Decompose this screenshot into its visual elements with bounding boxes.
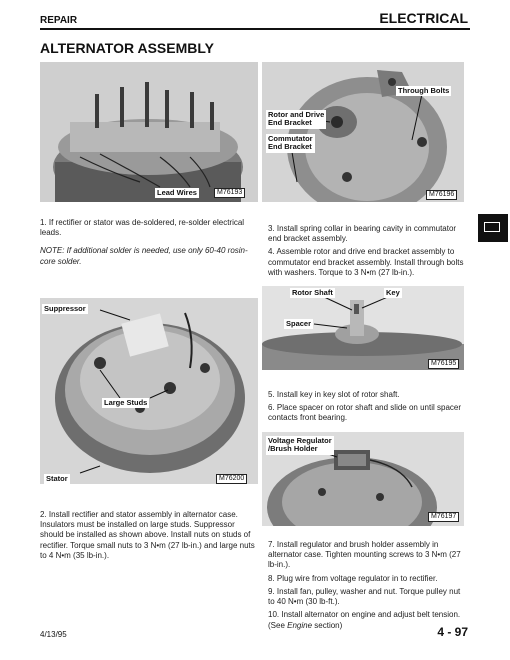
- label-spacer: Spacer: [286, 319, 312, 328]
- step-9: 9. Install fan, pulley, washer and nut. Torque pulley nut to 40 N•m (30 lb-ft.).: [268, 586, 461, 607]
- label-large-studs: Large Studs: [104, 398, 148, 407]
- photo-lead-wires-image: [40, 62, 258, 202]
- header-section: REPAIR: [40, 15, 78, 26]
- photo-rectifier-stator: [40, 298, 258, 484]
- figure-code: M76195: [428, 359, 459, 369]
- text-column-right-middle: [268, 390, 468, 427]
- label-rotor-drive-end-bracket: Rotor and Drive End Bracket: [268, 110, 325, 128]
- photo-voltage-regulator: [262, 432, 464, 526]
- step-1: 1. If rectifier or stator was de-soldered, re-solder electrical leads.: [40, 218, 245, 238]
- step-8: 8. Plug wire from voltage regulator in to rectifier.: [268, 573, 438, 583]
- photo-rectifier-stator-image: [40, 298, 258, 484]
- text-column-left-top: [40, 218, 258, 270]
- text-column-right-top: [268, 224, 468, 281]
- photo-rotor-shaft: [262, 286, 464, 370]
- photo-lead-wires: [40, 62, 258, 202]
- figure-code: M76200: [216, 474, 247, 484]
- label-lead-wires: Lead Wires: [157, 188, 197, 197]
- label-rotor-shaft: Rotor Shaft: [292, 288, 333, 297]
- label-key: Key: [386, 288, 400, 297]
- section-tab: [478, 214, 508, 242]
- figure-code: M76196: [426, 190, 457, 200]
- figure-code: M76193: [214, 188, 245, 198]
- footer-page-number: 4 - 97: [437, 625, 468, 639]
- photo-through-bolts-image: [262, 62, 464, 202]
- step-7: 7. Install regulator and brush holder assembly in alternator case. Tighten mounting screws to 3 N•m (27 lb-in.).: [268, 540, 461, 570]
- step-2: 2. Install rectifier and stator assembly in alternator case. Insulators must be installed on large studs. Suppressor should be installed as shown above. Install nuts on studs of rectifier. Torque small nuts to 3 N•m (27 lb-in.) and large nuts to 4 N•m (35 lb-in.).: [40, 510, 255, 560]
- label-stator: Stator: [46, 474, 68, 483]
- text-column-right-bottom: [268, 540, 468, 634]
- note-solder: NOTE: If additional solder is needed, use only 60-40 rosin-core solder.: [40, 246, 248, 266]
- step-10-end: section): [312, 620, 343, 630]
- step-3: 3. Install spring collar in bearing cavity in commutator end bracket assembly.: [268, 224, 457, 244]
- step-4: 4. Assemble rotor and drive end bracket assembly to commutator end bracket assembly. Install through bolts with washers. Torque to 3 N•m (27 lb-in.).: [268, 247, 464, 277]
- step-10-engine: Engine: [287, 620, 313, 630]
- label-suppressor: Suppressor: [44, 304, 86, 313]
- figure-code: M76197: [428, 512, 459, 522]
- text-column-left-bottom: [40, 510, 258, 564]
- page-title: ALTERNATOR ASSEMBLY: [40, 40, 214, 56]
- header-rule: [40, 28, 470, 30]
- label-voltage-regulator: Voltage Regulator /Brush Holder: [268, 436, 332, 454]
- photo-through-bolts: [262, 62, 464, 202]
- step-6: 6. Place spacer on rotor shaft and slide on until spacer contacts front bearing.: [268, 403, 461, 423]
- header-chapter: ELECTRICAL: [379, 10, 468, 26]
- step-10-text: 10. Install alternator on engine and adjust belt tension. (See: [268, 610, 461, 630]
- battery-icon: [484, 222, 500, 232]
- label-commutator-end-bracket: Commutator End Bracket: [268, 134, 313, 152]
- step-5: 5. Install key in key slot of rotor shaft.: [268, 390, 400, 399]
- footer-date: 4/13/95: [40, 630, 67, 639]
- label-through-bolts: Through Bolts: [398, 86, 450, 95]
